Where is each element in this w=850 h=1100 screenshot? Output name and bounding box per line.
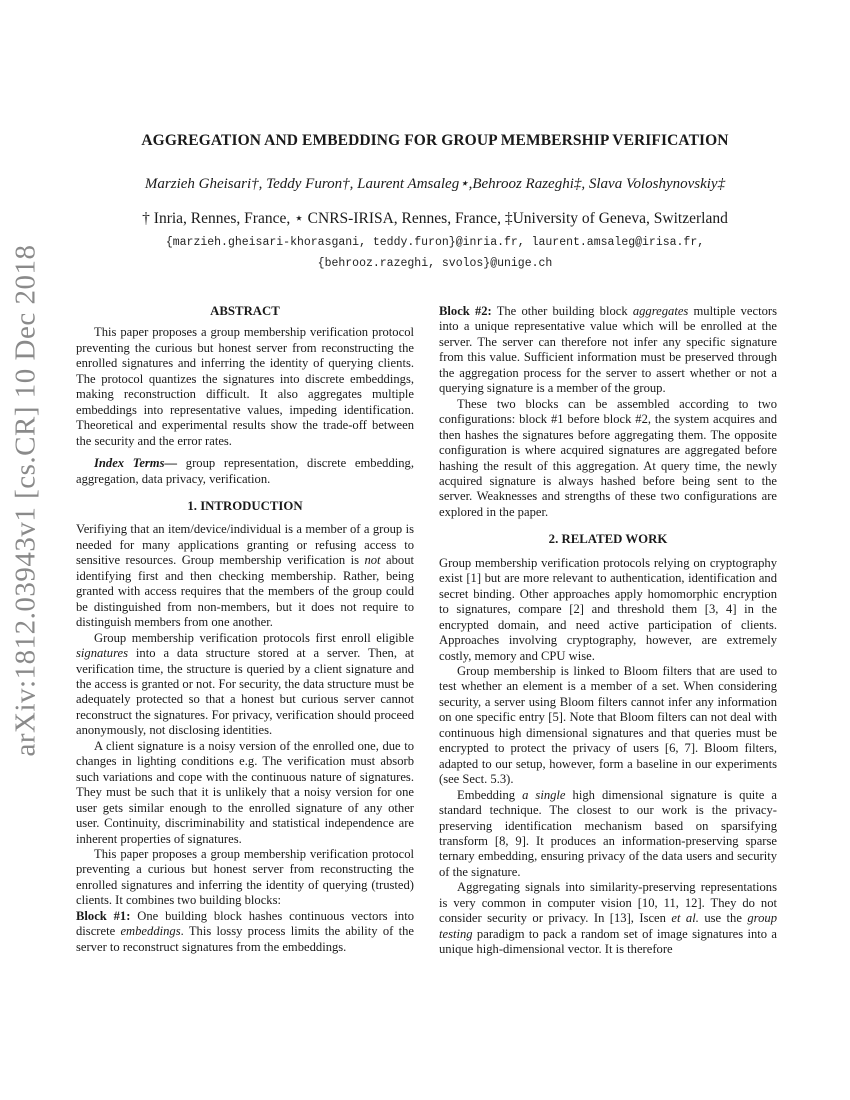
left-column xyxy=(76,304,414,955)
arxiv-sidebar-stamp xyxy=(8,244,44,756)
email-line-1: {marzieh.gheisari-khorasgani, teddy.furon}@inria.fr, laurent.amsaleg@irisa.fr, xyxy=(165,236,705,249)
block-2-paragraph: Block #2: The other building block aggregates multiple vectors into a unique representative value which will be enrolled at the server. The server can therefore not infer any specific signature from this value. Sufficient information must be preserved through the aggregation process for the server to assert whether or not a querying signature is a member of the group. xyxy=(439,304,777,396)
related-paragraph-3: Embedding a single high dimensional signature is quite a standard technique. The closest to our work is the privacy-preserving identification mechanism based on sparsifying transform [8, 9]. It produces an information-preserving sparse ternary embedding, ensuring privacy of the data users and security of the signature. xyxy=(439,787,777,879)
related-paragraph-4: Aggregating signals into similarity-preserving representations is very common in computer vision [10, 11, 12]. They do not consider security or privacy. In [13], Iscen et al. use the group testing paradigm to pack a random set of image signatures into a unique high-dimensional vector. It is therefore xyxy=(439,880,777,957)
configurations-paragraph: These two blocks can be assembled according to two configurations: block #1 before block #2, the system acquires and then hashes the signatures before aggregating them. The opposite configuration is where acquired signatures are aggregated before hashing the result of this aggregation. At query time, the newly acquired signature is always hashed before being sent to the server. Weaknesses and strengths of these two configurations are explored in the paper. xyxy=(439,396,777,519)
block-1-label: Block #1: xyxy=(76,908,131,923)
affiliations: † Inria, Rennes, France, ⋆ CNRS-IRISA, Rennes, France, ‡University of Geneva, Switzerland xyxy=(142,210,728,227)
block-1-paragraph: Block #1: One building block hashes continuous vectors into discrete embeddings. This lossy process limits the ability of the server to reconstruct signatures from the embeddings. xyxy=(76,908,415,954)
related-work-heading: 2. RELATED WORK xyxy=(548,532,668,547)
paper-header xyxy=(60,132,810,274)
intro-paragraph-3: A client signature is a noisy version of the enrolled one, due to changes in lighting conditions e.g. The verification must absorb such variations and cope with the continuous nature of signatures. They must be such that it is unlikely that a noisy version for one user gets similar enough to the enrolled signature of any other user. Continuity, discriminability and statistical independence are inherent properties of signatures. xyxy=(76,738,414,846)
arxiv-identifier: arXiv:1812.03943v1 [cs.CR] 10 Dec 2018 xyxy=(9,244,42,756)
email-line-2: {behrooz.razeghi, svolos}@unige.ch xyxy=(317,257,553,270)
intro-paragraph-1: Verifiying that an item/device/individual is a member of a group is needed for many applications granting or refusing access to sensitive resources. Group membership verification is not about identifying first and then checking membership. Rather, being granted with access requires that the members of the group could be distinguished from non-members, but it does not require to distinguish members from one another. xyxy=(76,522,414,630)
related-paragraph-2: Group membership is linked to Bloom filters that are used to test whether an element is a member of a set. When considering security, a server using Bloom filters cannot infer any information on one specific entry [5]. Note that Bloom filters can not deal with continuous high dimensional signatures and that queries must be encrypted to protect the privacy of users [6, 7]. Bloom filters, adapted to our setup, however, form a baseline in our experiments (see Sect. 5.3). xyxy=(439,663,777,787)
index-terms-text: group representation, discrete embedding, aggregation, data privacy, verification. xyxy=(76,456,414,486)
block-2-label: Block #2: xyxy=(439,304,492,318)
intro-heading: 1. INTRODUCTION xyxy=(187,498,303,513)
right-column xyxy=(439,304,777,958)
related-paragraph-1: Group membership verification protocols relying on cryptography exist [1] but are more relevant to authentication, identification and secret binding. Other approaches apply homomorphic encryption to signatures, compare [2] and threshold them [3, 4] in the encrypted domain, and need active participation of clients. Approaches involving cryptography, however, are extremely costly, memory and CPU wise. xyxy=(439,555,777,663)
intro-paragraph-4: This paper proposes a group membership verification protocol preventing a curious but honest server from reconstructing the enrolled signatures and inferring the identity of querying (trusted) clients. It combines two building blocks: xyxy=(76,846,414,908)
abstract-heading: ABSTRACT xyxy=(210,304,280,318)
intro-paragraph-2: Group membership verification protocols first enroll eligible signatures into a data structure stored at a server. Then, at verification time, the structure is queried by a client signature and the access is granted or not. For security, the data structure must be adequately protected so that a honest but curious server cannot reconstruct the signatures. For privacy, verification should proceed anonymously, not disclosing identities. xyxy=(76,630,414,738)
abstract-body: This paper proposes a group membership verification protocol preventing the curious but honest server from reconstructing the enrolled signatures and inferring the identity of querying clients. The protocol quantizes the signatures into discrete embeddings, making reconstruction difficult. It also aggregates multiple embeddings into representative values, impeding identification. Theoretical and experimental results show the trade-off between the security and the error rates. xyxy=(76,325,414,448)
paper-title: AGGREGATION AND EMBEDDING FOR GROUP MEMBERSHIP VERIFICATION xyxy=(141,132,729,149)
index-terms-label: Index Terms— xyxy=(94,456,178,471)
index-terms xyxy=(76,456,414,487)
author-list: Marzieh Gheisari†, Teddy Furon†, Laurent Amsaleg⋆,Behrooz Razeghi‡, Slava Voloshynovskiy‡ xyxy=(144,176,726,192)
